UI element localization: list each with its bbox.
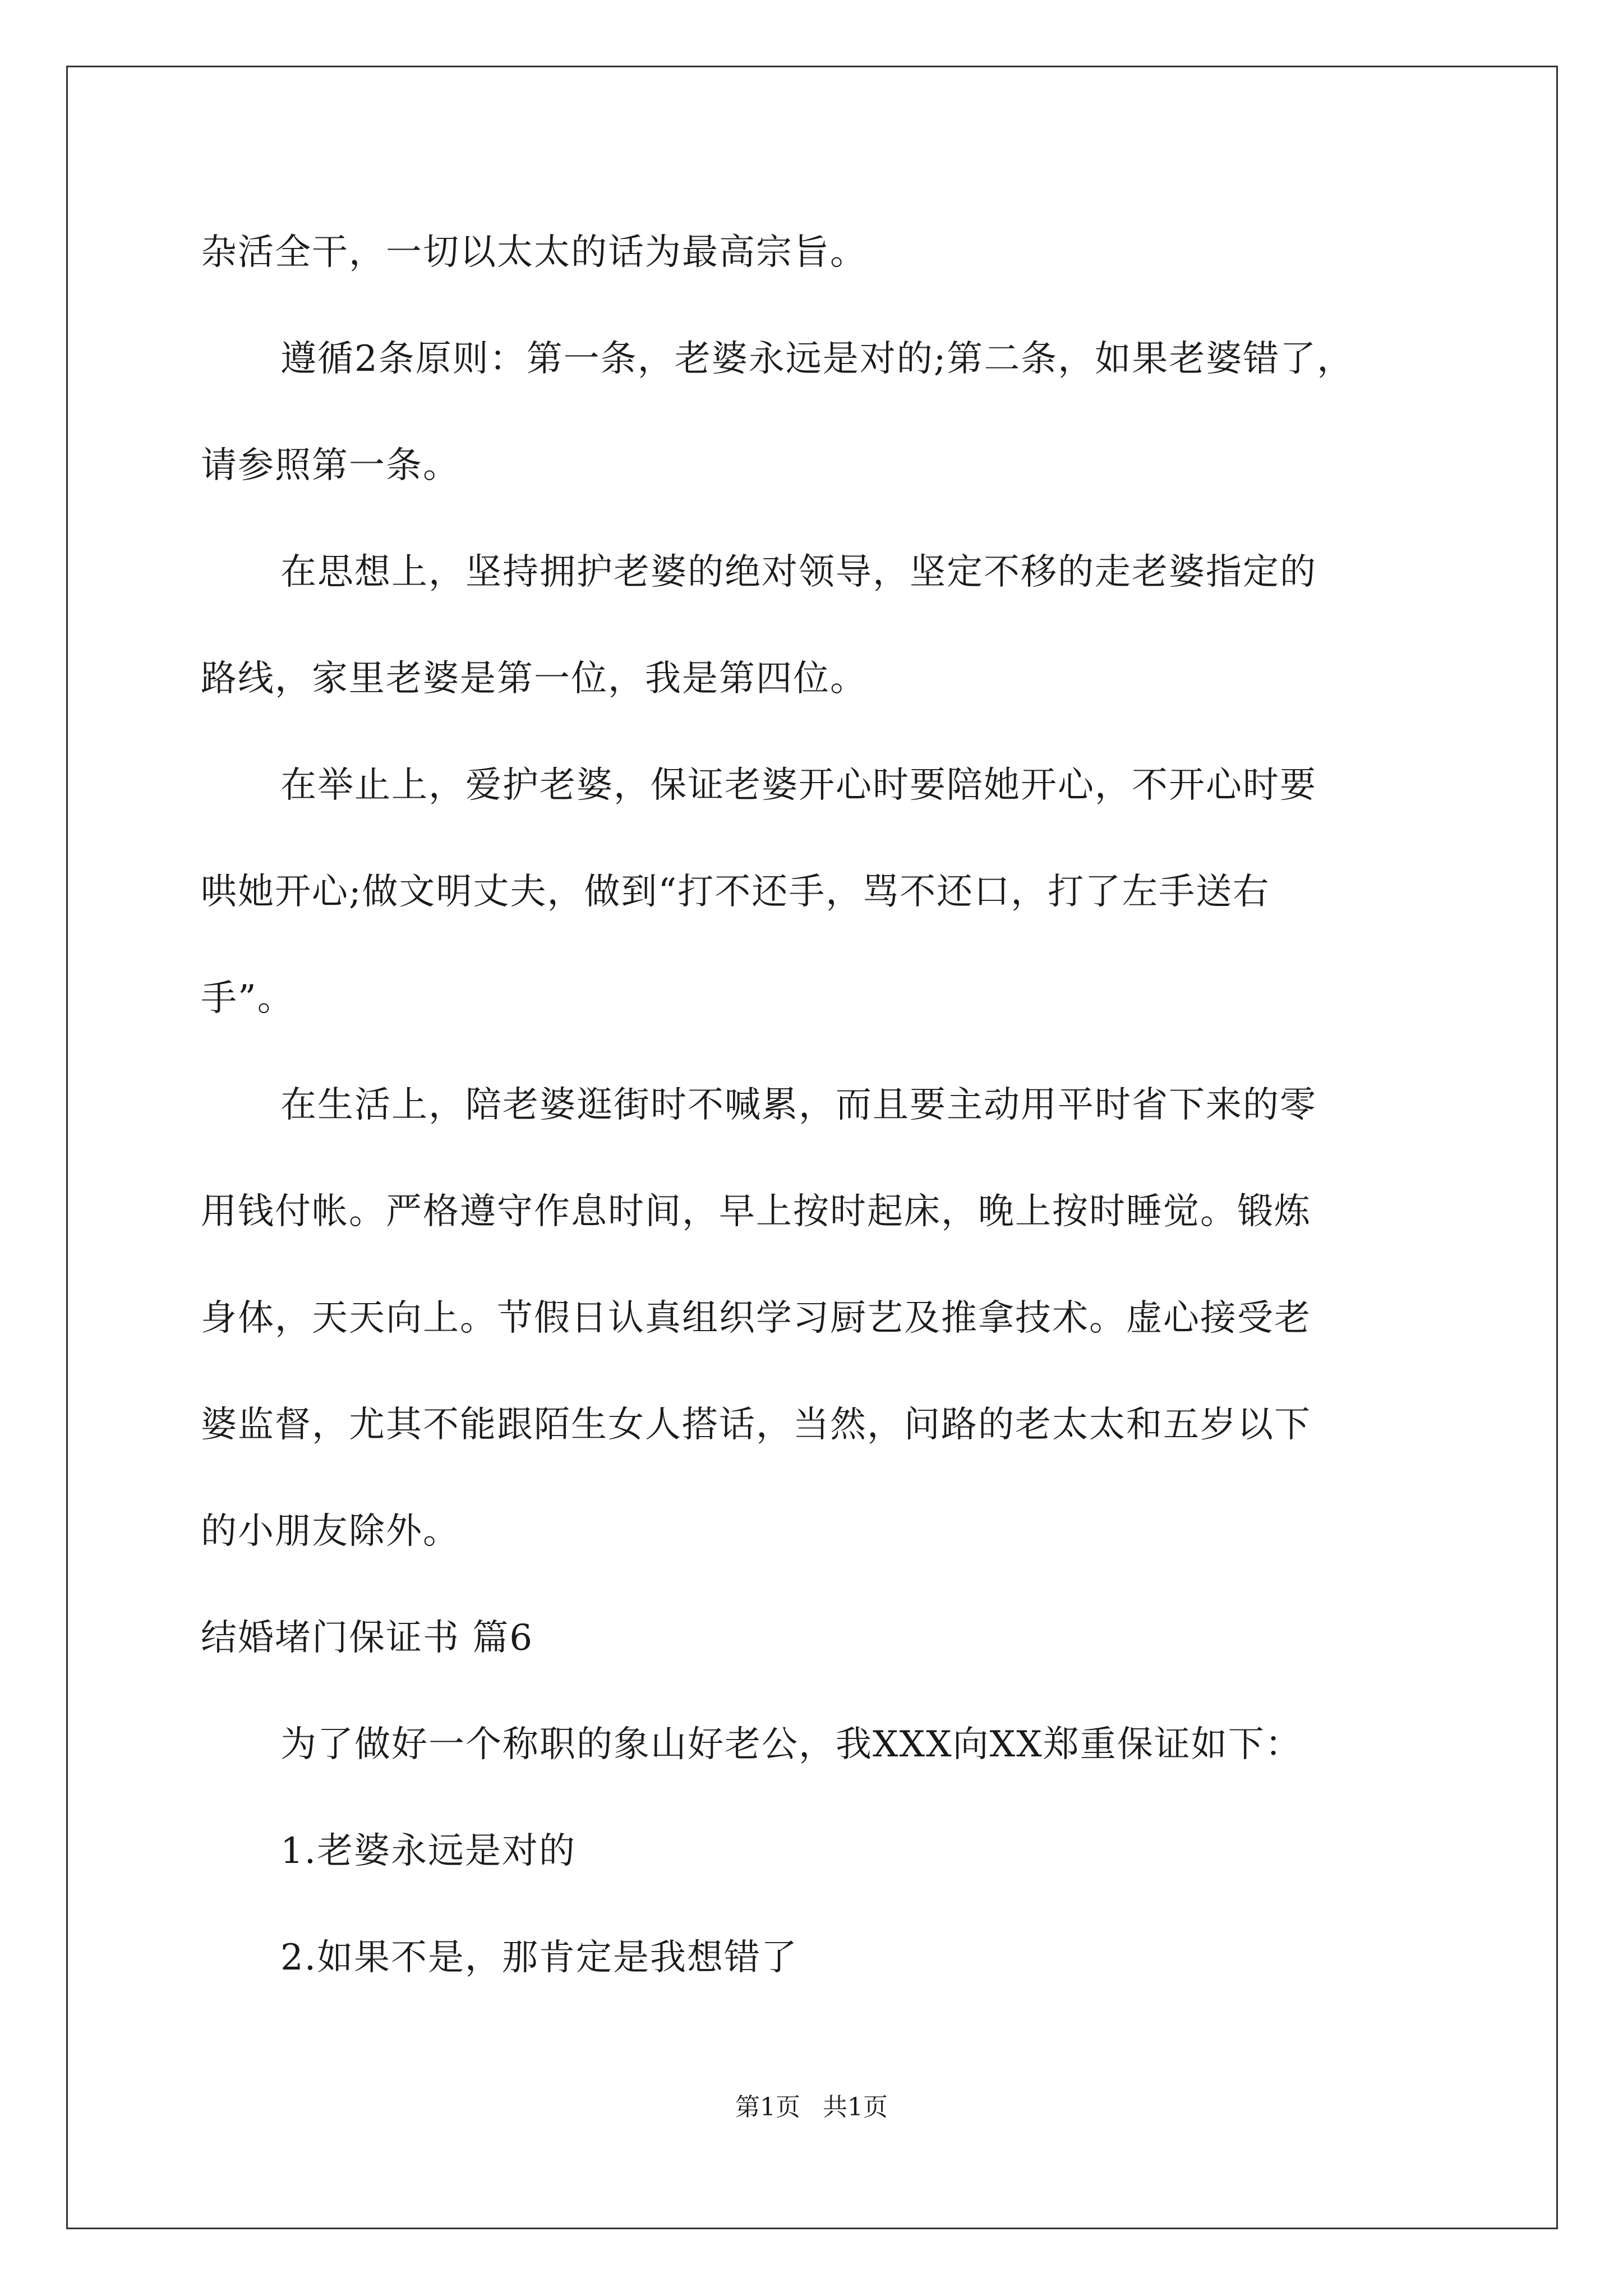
paragraph-line: 哄她开心;做文明丈夫，做到“打不还手，骂不还口，打了左手送右: [201, 871, 1270, 913]
paragraph-line: 在举止上，爱护老婆，保证老婆开心时要陪她开心，不开心时要: [280, 765, 1317, 806]
paragraph-line: 在思想上，坚持拥护老婆的绝对领导，坚定不移的走老婆指定的: [280, 551, 1317, 593]
paragraph-line: 身体，天天向上。节假日认真组织学习厨艺及推拿技术。虚心接受老: [201, 1297, 1311, 1339]
page-border: [66, 66, 1558, 2229]
list-item: 1.老婆永远是对的: [280, 1830, 577, 1872]
page-total: 共1页: [823, 2093, 888, 2122]
page-footer: [0, 2095, 1623, 2120]
paragraph-line: 用钱付帐。严格遵守作息时间，早上按时起床，晚上按时睡觉。锻炼: [201, 1191, 1311, 1232]
section-heading: 结婚堵门保证书 篇6: [201, 1617, 534, 1659]
paragraph-line: 请参照第一条。: [201, 445, 460, 486]
list-item: 2.如果不是，那肯定是我想错了: [280, 1937, 799, 1978]
paragraph-line: 手”。: [201, 978, 294, 1019]
paragraph-line: 杂活全干，一切以太太的话为最高宗旨。: [201, 232, 867, 273]
paragraph-line: 为了做好一个称职的象山好老公，我XXX向XX郑重保证如下：: [280, 1724, 1302, 1765]
paragraph-line: 遵循2条原则：第一条，老婆永远是对的;第二条，如果老婆错了，: [280, 338, 1354, 380]
page-number: 第1页: [735, 2093, 800, 2122]
paragraph-line: 的小朋友除外。: [201, 1511, 460, 1552]
paragraph-line: 在生活上，陪老婆逛街时不喊累，而且要主动用平时省下来的零: [280, 1084, 1317, 1126]
paragraph-line: 路线，家里老婆是第一位，我是第四位。: [201, 658, 867, 700]
paragraph-line: 婆监督，尤其不能跟陌生女人搭话，当然，问路的老太太和五岁以下: [201, 1404, 1311, 1446]
